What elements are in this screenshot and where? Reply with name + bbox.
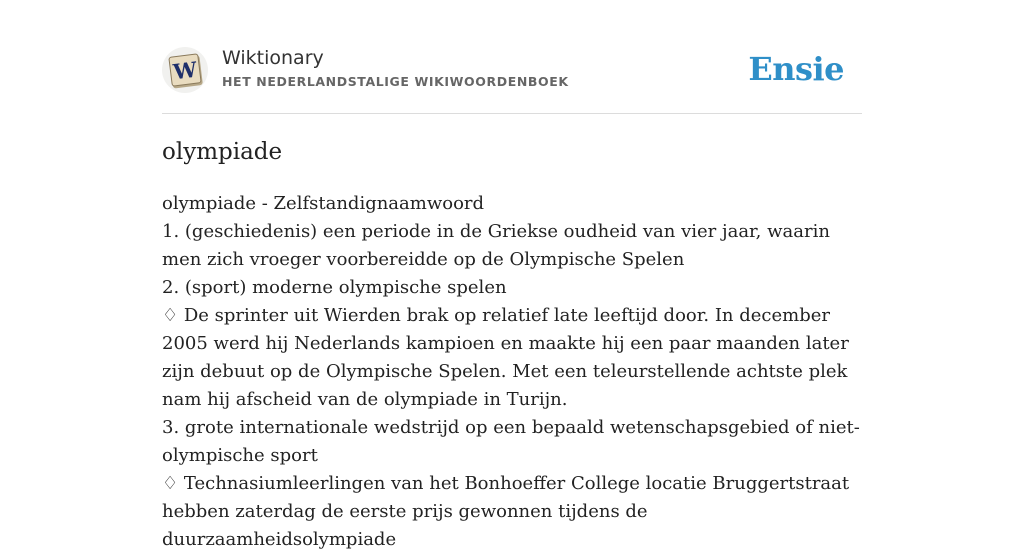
definition-item: 1. (geschiedenis) een periode in de Griekse oudheid van vier jaar, waarin men zich vroeger voorbereidde op de Olympische Spelen xyxy=(162,221,830,270)
example-sentence: ♢ De sprinter uit Wierden brak op relatief late leeftijd door. In december 2005 werd hij Nederlands kampioen en maakte hij een paar maanden later zijn debuut op de Olympische Spelen. Met een teleurstellende achtste plek nam hij afscheid van de olympiade in Turijn. xyxy=(162,305,849,410)
logo-tile-icon: W xyxy=(168,53,201,86)
page-title: olympiade xyxy=(162,139,283,165)
definition-item: 3. grote internationale wedstrijd op een bepaald wetenschapsgebied of niet-olympische sport xyxy=(162,417,860,466)
word-type-line: olympiade - Zelfstandignaamwoord xyxy=(162,193,485,214)
site-header xyxy=(162,44,862,96)
definition-item: 2. (sport) moderne olympische spelen xyxy=(162,277,507,298)
wiktionary-logo[interactable] xyxy=(162,47,208,93)
site-title[interactable]: Wiktionary xyxy=(222,47,324,69)
definition-body xyxy=(162,190,862,554)
header-divider xyxy=(162,113,862,114)
example-sentence: ♢ Technasiumleerlingen van het Bonhoeffer College locatie Bruggertstraat hebben zaterdag de eerste prijs gewonnen tijdens de duurzaamheidsolympiade xyxy=(162,473,850,550)
ensie-link[interactable]: Ensie xyxy=(748,50,844,88)
site-branding xyxy=(222,44,569,91)
site-subtitle: HET NEDERLANDSTALIGE WIKIWOORDENBOEK xyxy=(222,74,569,89)
